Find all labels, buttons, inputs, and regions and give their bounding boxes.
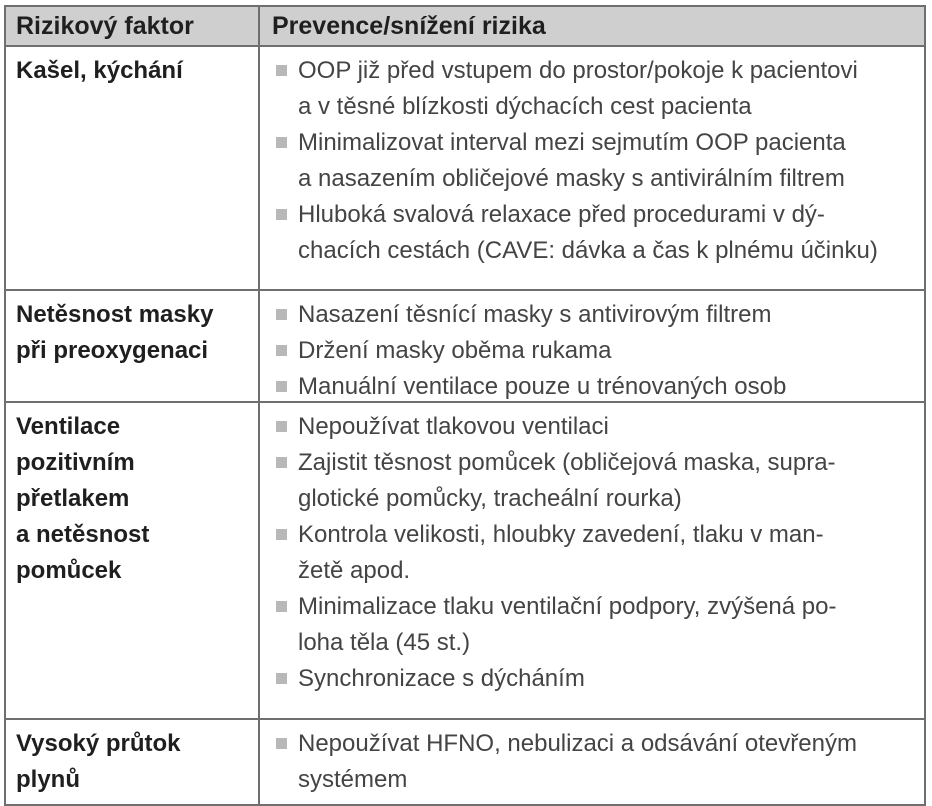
list-item-line: Synchronizace s dýcháním <box>298 665 585 692</box>
list-item-line: systémem <box>298 766 408 793</box>
list-item-line: a v těsné blízkosti dýchacích cest pacienta <box>298 93 752 120</box>
risk-factor-line: pozitivním <box>16 449 135 476</box>
prevention-list <box>272 403 914 703</box>
risk-factor-line: přetlakem <box>16 485 130 512</box>
list-item <box>272 445 914 517</box>
risk-factor-line: Netěsnost masky <box>16 301 214 328</box>
table-row <box>6 718 924 804</box>
list-item-line: Nepoužívat HFNO, nebulizaci a odsávání otevřeným <box>298 730 857 757</box>
list-item-line: Minimalizace tlaku ventilační podpory, zvýšená po- <box>298 593 837 620</box>
prevention-cell <box>260 47 924 289</box>
list-item <box>272 53 914 125</box>
prevention-list <box>272 720 914 804</box>
prevention-list <box>272 291 914 411</box>
risk-factor-cell <box>6 47 260 289</box>
risk-factor-line: a netěsnost <box>16 521 150 548</box>
list-item-line: Nasazení těsnící masky s antivirovým filtrem <box>298 301 772 328</box>
list-item <box>272 661 914 697</box>
table-header-row <box>6 7 924 45</box>
risk-factor-line: pomůcek <box>16 557 122 584</box>
list-item-line: Minimalizovat interval mezi sejmutím OOP pacienta <box>298 129 846 156</box>
risk-factor-cell <box>6 291 260 401</box>
list-item <box>272 125 914 197</box>
table-row <box>6 289 924 401</box>
risk-table <box>4 5 926 806</box>
risk-factor-line: Kašel, kýchání <box>16 57 183 84</box>
prevention-list <box>272 47 914 275</box>
list-item-line: chacích cestách (CAVE: dávka a čas k plnému účinku) <box>298 237 878 264</box>
risk-factor-cell <box>6 720 260 804</box>
list-item <box>272 333 914 369</box>
list-item-line: Zajistit těsnost pomůcek (obličejová maska, supra- <box>298 449 836 476</box>
header-risk-factor: Rizikový faktor <box>6 7 260 45</box>
list-item-line: OOP již před vstupem do prostor/pokoje k pacientovi <box>298 57 858 84</box>
risk-factor-line: při preoxygenaci <box>16 337 209 364</box>
list-item-line: Hluboká svalová relaxace před procedurami v dý- <box>298 201 825 228</box>
table-row <box>6 401 924 718</box>
list-item <box>272 297 914 333</box>
list-item-line: a nasazením obličejové masky s antivirálním filtrem <box>298 165 845 192</box>
list-item-line: glotické pomůcky, tracheální rourka) <box>298 485 682 512</box>
list-item <box>272 726 914 798</box>
risk-factor-line: plynů <box>16 766 80 793</box>
list-item-line: Manuální ventilace pouze u trénovaných osob <box>298 373 787 400</box>
list-item-line: loha těla (45 st.) <box>298 629 471 656</box>
table-row <box>6 45 924 289</box>
list-item-line: žetě apod. <box>298 557 411 584</box>
list-item <box>272 369 914 405</box>
list-item <box>272 197 914 269</box>
list-item <box>272 409 914 445</box>
list-item-line: Kontrola velikosti, hloubky zavedení, tlaku v man- <box>298 521 824 548</box>
risk-factor-cell <box>6 403 260 718</box>
prevention-cell <box>260 720 924 804</box>
list-item <box>272 589 914 661</box>
risk-factor-line: Ventilace <box>16 413 121 440</box>
list-item-line: Nepoužívat tlakovou ventilaci <box>298 413 609 440</box>
prevention-cell <box>260 403 924 718</box>
list-item-line: Držení masky oběma rukama <box>298 337 612 364</box>
risk-factor-line: Vysoký průtok <box>16 730 181 757</box>
list-item <box>272 517 914 589</box>
prevention-cell <box>260 291 924 401</box>
header-prevention: Prevence/snížení rizika <box>272 12 546 40</box>
